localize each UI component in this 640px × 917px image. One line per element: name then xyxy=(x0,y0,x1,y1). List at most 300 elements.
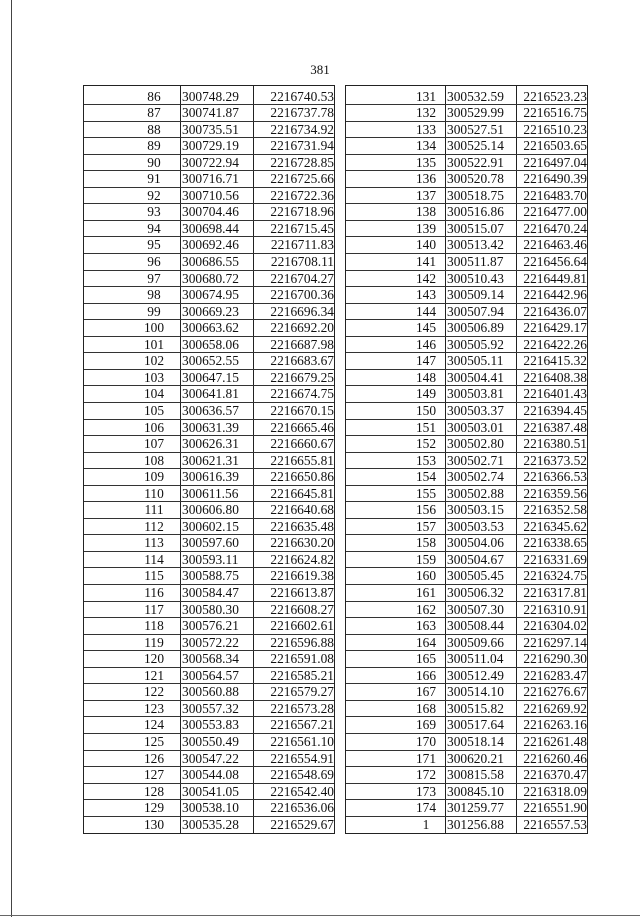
x-coordinate: 300815.58 xyxy=(447,767,504,783)
y-coordinate: 2216394.45 xyxy=(523,402,587,418)
table-row xyxy=(346,220,587,238)
scan-left-edge xyxy=(11,0,12,917)
point-index: 102 xyxy=(143,353,165,369)
x-coordinate: 300518.75 xyxy=(447,187,504,203)
y-coordinate: 2216261.48 xyxy=(523,733,587,749)
table-row xyxy=(84,733,334,751)
y-coordinate: 2216318.09 xyxy=(523,783,587,799)
x-coordinate: 300515.07 xyxy=(447,220,504,236)
y-coordinate: 2216718.96 xyxy=(270,204,334,220)
table-row xyxy=(84,121,334,139)
point-index: 170 xyxy=(415,733,437,749)
point-index: 165 xyxy=(415,651,437,667)
y-coordinate: 2216567.21 xyxy=(270,717,334,733)
y-coordinate: 2216624.82 xyxy=(270,551,334,567)
table-row xyxy=(346,88,587,106)
y-coordinate: 2216679.25 xyxy=(270,369,334,385)
table-row xyxy=(84,402,334,420)
y-coordinate: 2216345.62 xyxy=(523,518,587,534)
x-coordinate: 300504.67 xyxy=(447,551,504,567)
y-coordinate: 2216297.14 xyxy=(523,634,587,650)
point-index: 169 xyxy=(415,717,437,733)
y-coordinate: 2216422.26 xyxy=(523,336,587,352)
table-row xyxy=(84,700,334,718)
point-index: 87 xyxy=(147,105,161,121)
point-index: 152 xyxy=(415,436,437,452)
point-index: 163 xyxy=(415,618,437,634)
x-coordinate: 301259.77 xyxy=(447,800,504,816)
x-coordinate: 300704.46 xyxy=(182,204,239,220)
table-row xyxy=(84,435,334,453)
y-coordinate: 2216715.45 xyxy=(270,220,334,236)
x-coordinate: 300626.31 xyxy=(182,436,239,452)
coordinate-table-left xyxy=(83,85,335,834)
x-coordinate: 300576.21 xyxy=(182,618,239,634)
y-coordinate: 2216585.21 xyxy=(270,667,334,683)
x-coordinate: 300518.14 xyxy=(447,733,504,749)
table-row xyxy=(346,385,587,403)
x-coordinate: 300652.55 xyxy=(182,353,239,369)
x-coordinate: 300620.21 xyxy=(447,750,504,766)
table-row xyxy=(346,733,587,751)
y-coordinate: 2216338.65 xyxy=(523,535,587,551)
x-coordinate: 300741.87 xyxy=(182,105,239,121)
page-number: 381 xyxy=(310,62,330,77)
y-coordinate: 2216449.81 xyxy=(523,270,587,286)
point-index: 144 xyxy=(415,303,437,319)
point-index: 145 xyxy=(415,320,437,336)
y-coordinate: 2216700.36 xyxy=(270,287,334,303)
point-index: 137 xyxy=(415,187,437,203)
x-coordinate: 300686.55 xyxy=(182,254,239,269)
table-row xyxy=(84,716,334,734)
table-row xyxy=(346,799,587,817)
x-coordinate: 300504.06 xyxy=(447,535,504,551)
y-coordinate: 2216542.40 xyxy=(270,783,334,799)
x-coordinate: 300503.81 xyxy=(447,386,504,402)
x-coordinate: 300516.86 xyxy=(447,204,504,220)
point-index: 108 xyxy=(143,452,165,468)
point-index: 95 xyxy=(147,237,161,253)
point-index: 109 xyxy=(143,469,165,485)
y-coordinate: 2216561.10 xyxy=(270,733,334,749)
point-index: 159 xyxy=(415,551,437,567)
x-coordinate: 300506.32 xyxy=(447,585,504,600)
table-row xyxy=(84,220,334,238)
point-index: 101 xyxy=(143,336,165,352)
table-row xyxy=(84,567,334,585)
table-row xyxy=(346,352,587,370)
x-coordinate: 300512.49 xyxy=(447,667,504,683)
x-coordinate: 300506.89 xyxy=(447,320,504,336)
y-coordinate: 2216650.86 xyxy=(270,469,334,485)
table-row xyxy=(346,121,587,139)
table-row xyxy=(346,319,587,337)
x-coordinate: 300588.75 xyxy=(182,568,239,584)
x-coordinate: 300525.14 xyxy=(447,138,504,154)
table-row xyxy=(84,352,334,370)
x-coordinate: 300547.22 xyxy=(182,750,239,766)
point-index: 166 xyxy=(415,667,437,683)
table-row xyxy=(84,319,334,337)
table-row xyxy=(84,270,334,288)
x-coordinate: 300502.71 xyxy=(447,452,504,468)
table-row xyxy=(84,385,334,403)
x-coordinate: 300529.99 xyxy=(447,105,504,121)
y-coordinate: 2216373.52 xyxy=(523,452,587,468)
y-coordinate: 2216490.39 xyxy=(523,171,587,187)
table-row xyxy=(84,170,334,188)
point-index: 132 xyxy=(415,105,437,121)
y-coordinate: 2216324.75 xyxy=(523,568,587,584)
y-coordinate: 2216551.90 xyxy=(523,800,587,816)
point-index: 140 xyxy=(415,237,437,253)
table-row xyxy=(84,501,334,519)
y-coordinate: 2216366.53 xyxy=(523,469,587,485)
x-coordinate: 300593.11 xyxy=(182,551,239,567)
point-index: 171 xyxy=(415,750,437,766)
point-index: 100 xyxy=(143,320,165,336)
y-coordinate: 2216370.47 xyxy=(523,767,587,783)
table-row xyxy=(346,270,587,288)
y-coordinate: 2216523.23 xyxy=(523,88,587,104)
table-row xyxy=(346,567,587,585)
y-coordinate: 2216536.06 xyxy=(270,800,334,816)
x-coordinate: 300560.88 xyxy=(182,684,239,700)
y-coordinate: 2216613.87 xyxy=(270,585,334,600)
point-index: 97 xyxy=(147,270,161,286)
point-index: 104 xyxy=(143,386,165,402)
table-row xyxy=(84,203,334,221)
point-index: 134 xyxy=(415,138,437,154)
point-index: 88 xyxy=(147,121,161,137)
x-coordinate: 300631.39 xyxy=(182,419,239,435)
point-index: 90 xyxy=(147,154,161,170)
x-coordinate: 300517.64 xyxy=(447,717,504,733)
y-coordinate: 2216477.00 xyxy=(523,204,587,220)
x-coordinate: 300535.28 xyxy=(182,816,239,832)
point-index: 127 xyxy=(143,767,165,783)
y-coordinate: 2216554.91 xyxy=(270,750,334,766)
y-coordinate: 2216660.67 xyxy=(270,436,334,452)
y-coordinate: 2216687.98 xyxy=(270,336,334,352)
y-coordinate: 2216415.32 xyxy=(523,353,587,369)
x-coordinate: 300508.44 xyxy=(447,618,504,634)
x-coordinate: 300692.46 xyxy=(182,237,239,253)
x-coordinate: 300503.37 xyxy=(447,402,504,418)
table-row xyxy=(346,634,587,652)
y-coordinate: 2216731.94 xyxy=(270,138,334,154)
point-index: 99 xyxy=(147,303,161,319)
table-row xyxy=(346,253,587,271)
table-row xyxy=(84,534,334,552)
point-index: 154 xyxy=(415,469,437,485)
x-coordinate: 300680.72 xyxy=(182,270,239,286)
table-row xyxy=(346,154,587,172)
y-coordinate: 2216557.53 xyxy=(523,816,587,832)
point-index: 114 xyxy=(144,551,164,567)
y-coordinate: 2216711.83 xyxy=(270,237,334,253)
y-coordinate: 2216510.23 xyxy=(523,121,587,137)
y-coordinate: 2216704.27 xyxy=(270,270,334,286)
table-row xyxy=(84,766,334,784)
x-coordinate: 300550.49 xyxy=(182,733,239,749)
point-index: 172 xyxy=(415,767,437,783)
point-index: 116 xyxy=(144,585,164,600)
y-coordinate: 2216602.61 xyxy=(270,618,334,634)
y-coordinate: 2216260.46 xyxy=(523,750,587,766)
table-row xyxy=(84,419,334,437)
table-row xyxy=(346,468,587,486)
y-coordinate: 2216401.43 xyxy=(523,386,587,402)
point-index: 155 xyxy=(415,485,437,501)
x-coordinate: 300572.22 xyxy=(182,634,239,650)
y-coordinate: 2216352.58 xyxy=(523,502,587,518)
point-index: 141 xyxy=(415,254,437,269)
x-coordinate: 300505.11 xyxy=(447,353,504,369)
table-row xyxy=(84,584,334,602)
table-row xyxy=(84,601,334,619)
point-index: 113 xyxy=(144,535,164,551)
y-coordinate: 2216722.36 xyxy=(270,187,334,203)
point-index: 133 xyxy=(415,121,437,137)
y-coordinate: 2216665.46 xyxy=(270,419,334,435)
table-row xyxy=(346,170,587,188)
point-index: 106 xyxy=(143,419,165,435)
x-coordinate: 300504.41 xyxy=(447,369,504,385)
point-index: 135 xyxy=(415,154,437,170)
x-coordinate: 300502.80 xyxy=(447,436,504,452)
table-row xyxy=(84,236,334,254)
x-coordinate: 300636.57 xyxy=(182,402,239,418)
point-index: 131 xyxy=(415,88,437,104)
table-row xyxy=(84,452,334,470)
point-index: 107 xyxy=(143,436,165,452)
x-coordinate: 300538.10 xyxy=(182,800,239,816)
y-coordinate: 2216740.53 xyxy=(270,88,334,104)
y-coordinate: 2216630.20 xyxy=(270,535,334,551)
point-index: 174 xyxy=(415,800,437,816)
point-index: 123 xyxy=(143,700,165,716)
x-coordinate: 300602.15 xyxy=(182,518,239,534)
x-coordinate: 300716.71 xyxy=(182,171,239,187)
x-coordinate: 300606.80 xyxy=(182,502,239,518)
x-coordinate: 300502.88 xyxy=(447,485,504,501)
x-coordinate: 300511.87 xyxy=(447,254,504,269)
point-index: 130 xyxy=(143,816,165,832)
table-row xyxy=(346,783,587,801)
table-row xyxy=(346,518,587,536)
point-index: 167 xyxy=(415,684,437,700)
point-index: 111 xyxy=(144,502,164,518)
x-coordinate: 300564.57 xyxy=(182,667,239,683)
point-index: 139 xyxy=(415,220,437,236)
y-coordinate: 2216573.28 xyxy=(270,700,334,716)
point-index: 94 xyxy=(147,220,161,236)
scan-bottom-edge xyxy=(0,915,640,916)
point-index: 173 xyxy=(415,783,437,799)
x-coordinate: 300509.14 xyxy=(447,287,504,303)
y-coordinate: 2216331.69 xyxy=(523,551,587,567)
point-index: 126 xyxy=(143,750,165,766)
table-row xyxy=(346,286,587,304)
x-coordinate: 300513.42 xyxy=(447,237,504,253)
x-coordinate: 300507.94 xyxy=(447,303,504,319)
y-coordinate: 2216696.34 xyxy=(270,303,334,319)
table-row xyxy=(84,286,334,304)
table-row xyxy=(84,518,334,536)
point-index: 1 xyxy=(422,816,430,832)
x-coordinate: 300532.59 xyxy=(447,88,504,104)
table-row xyxy=(84,783,334,801)
table-row xyxy=(84,336,334,354)
table-row xyxy=(84,88,334,106)
point-index: 89 xyxy=(147,138,161,154)
y-coordinate: 2216529.67 xyxy=(270,816,334,832)
table-row xyxy=(84,303,334,321)
point-index: 98 xyxy=(147,287,161,303)
y-coordinate: 2216283.47 xyxy=(523,667,587,683)
point-index: 115 xyxy=(144,568,164,584)
x-coordinate: 300509.66 xyxy=(447,634,504,650)
point-index: 142 xyxy=(415,270,437,286)
table-row xyxy=(346,650,587,668)
x-coordinate: 300722.94 xyxy=(182,154,239,170)
y-coordinate: 2216359.56 xyxy=(523,485,587,501)
y-coordinate: 2216463.46 xyxy=(523,237,587,253)
x-coordinate: 300710.56 xyxy=(182,187,239,203)
table-row xyxy=(346,485,587,503)
y-coordinate: 2216276.67 xyxy=(523,684,587,700)
y-coordinate: 2216317.81 xyxy=(523,585,587,600)
y-coordinate: 2216692.20 xyxy=(270,320,334,336)
point-index: 103 xyxy=(143,369,165,385)
table-row xyxy=(346,419,587,437)
point-index: 86 xyxy=(147,88,161,104)
x-coordinate: 300557.32 xyxy=(182,700,239,716)
table-row xyxy=(84,485,334,503)
point-index: 124 xyxy=(143,717,165,733)
y-coordinate: 2216304.02 xyxy=(523,618,587,634)
y-coordinate: 2216635.48 xyxy=(270,518,334,534)
table-row xyxy=(346,766,587,784)
x-coordinate: 300520.78 xyxy=(447,171,504,187)
table-row xyxy=(346,667,587,685)
x-coordinate: 300674.95 xyxy=(182,287,239,303)
x-coordinate: 300568.34 xyxy=(182,651,239,667)
table-row xyxy=(346,683,587,701)
table-row xyxy=(84,617,334,635)
point-index: 162 xyxy=(415,601,437,617)
point-index: 110 xyxy=(144,485,164,501)
table-row xyxy=(84,683,334,701)
x-coordinate: 300580.30 xyxy=(182,601,239,617)
point-index: 125 xyxy=(143,733,165,749)
x-coordinate: 300514.10 xyxy=(447,684,504,700)
x-coordinate: 300507.30 xyxy=(447,601,504,617)
y-coordinate: 2216436.07 xyxy=(523,303,587,319)
table-row xyxy=(346,104,587,122)
table-row xyxy=(346,584,587,602)
point-index: 118 xyxy=(144,618,164,634)
x-coordinate: 300647.15 xyxy=(182,369,239,385)
table-row xyxy=(346,700,587,718)
table-row xyxy=(346,816,587,834)
x-coordinate: 300729.19 xyxy=(182,138,239,154)
y-coordinate: 2216640.68 xyxy=(270,502,334,518)
point-index: 143 xyxy=(415,287,437,303)
y-coordinate: 2216483.70 xyxy=(523,187,587,203)
point-index: 93 xyxy=(147,204,161,220)
x-coordinate: 300505.92 xyxy=(447,336,504,352)
point-index: 146 xyxy=(415,336,437,352)
y-coordinate: 2216645.81 xyxy=(270,485,334,501)
y-coordinate: 2216442.96 xyxy=(523,287,587,303)
y-coordinate: 2216380.51 xyxy=(523,436,587,452)
x-coordinate: 300503.15 xyxy=(447,502,504,518)
x-coordinate: 300621.31 xyxy=(182,452,239,468)
point-index: 147 xyxy=(415,353,437,369)
y-coordinate: 2216456.64 xyxy=(523,254,587,269)
table-row xyxy=(84,468,334,486)
table-row xyxy=(84,667,334,685)
point-index: 117 xyxy=(144,601,164,617)
point-index: 136 xyxy=(415,171,437,187)
y-coordinate: 2216516.75 xyxy=(523,105,587,121)
table-row xyxy=(84,137,334,155)
table-row xyxy=(346,203,587,221)
table-row xyxy=(346,137,587,155)
table-row xyxy=(346,402,587,420)
x-coordinate: 300515.82 xyxy=(447,700,504,716)
y-coordinate: 2216310.91 xyxy=(523,601,587,617)
x-coordinate: 301256.88 xyxy=(447,816,504,832)
x-coordinate: 300503.01 xyxy=(447,419,504,435)
x-coordinate: 300616.39 xyxy=(182,469,239,485)
point-index: 156 xyxy=(415,502,437,518)
y-coordinate: 2216683.67 xyxy=(270,353,334,369)
point-index: 120 xyxy=(143,651,165,667)
point-index: 91 xyxy=(147,171,161,187)
point-index: 129 xyxy=(143,800,165,816)
x-coordinate: 300584.47 xyxy=(182,585,239,600)
point-index: 105 xyxy=(143,402,165,418)
x-coordinate: 300553.83 xyxy=(182,717,239,733)
table-row xyxy=(84,816,334,834)
point-index: 121 xyxy=(143,667,165,683)
point-index: 158 xyxy=(415,535,437,551)
y-coordinate: 2216470.24 xyxy=(523,220,587,236)
table-row xyxy=(84,369,334,387)
y-coordinate: 2216269.92 xyxy=(523,700,587,716)
table-row xyxy=(346,336,587,354)
x-coordinate: 300505.45 xyxy=(447,568,504,584)
x-coordinate: 300748.29 xyxy=(182,88,239,104)
y-coordinate: 2216674.75 xyxy=(270,386,334,402)
point-index: 168 xyxy=(415,700,437,716)
point-index: 157 xyxy=(415,518,437,534)
y-coordinate: 2216548.69 xyxy=(270,767,334,783)
point-index: 122 xyxy=(143,684,165,700)
x-coordinate: 300641.81 xyxy=(182,386,239,402)
table-row xyxy=(84,551,334,569)
y-coordinate: 2216734.92 xyxy=(270,121,334,137)
y-coordinate: 2216290.30 xyxy=(523,651,587,667)
table-row xyxy=(346,750,587,768)
point-index: 112 xyxy=(144,518,164,534)
table-row xyxy=(84,634,334,652)
y-coordinate: 2216387.48 xyxy=(523,419,587,435)
